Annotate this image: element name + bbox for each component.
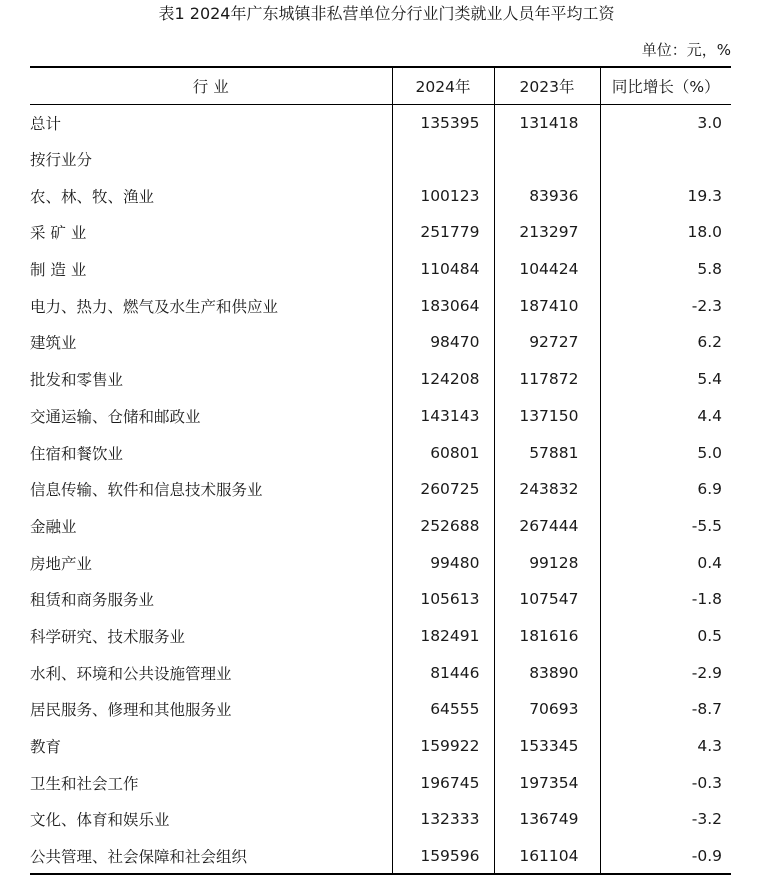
value-2024-cell: 64555 [392,691,494,728]
industry-cell: 文化、体育和娱乐业 [30,811,170,830]
value-2024-cell: 196745 [392,764,494,801]
table-row [30,104,731,141]
growth-cell: 6.2 [600,324,731,361]
industry-cell: 批发和零售业 [30,371,124,390]
table-row [30,471,731,508]
value-2024-cell: 183064 [392,287,494,324]
table-row [30,398,731,435]
value-2023-cell: 99128 [494,544,600,581]
value-2023-cell: 57881 [494,434,600,471]
industry-cell: 房地产业 [30,554,93,573]
value-2023-cell: 104424 [494,251,600,288]
table-row [30,691,731,728]
growth-cell: -3.2 [600,801,731,838]
table-row [30,361,731,398]
value-2023-cell: 117872 [494,361,600,398]
value-2024-cell: 100123 [392,177,494,214]
value-2023-cell: 107547 [494,581,600,618]
table-row [30,287,731,324]
value-2023-cell: 181616 [494,618,600,655]
growth-cell: -0.3 [600,764,731,801]
table-row [30,324,731,361]
table-row [30,581,731,618]
growth-cell: 0.5 [600,618,731,655]
industry-cell: 租赁和商务服务业 [30,591,155,610]
industry-cell: 电力、热力、燃气及水生产和供应业 [30,297,279,316]
value-2024-cell: 159922 [392,728,494,765]
table-row [30,251,731,288]
table-row [30,434,731,471]
value-2023-cell: 70693 [494,691,600,728]
growth-cell: 18.0 [600,214,731,251]
growth-cell: 0.4 [600,544,731,581]
table-row [30,177,731,214]
value-2024-cell: 159596 [392,838,494,875]
value-2023-cell: 197354 [494,764,600,801]
industry-cell: 信息传输、软件和信息技术服务业 [30,481,263,500]
growth-cell [600,141,731,178]
industry-cell: 居民服务、修理和其他服务业 [30,701,232,720]
industry-cell: 住宿和餐饮业 [30,444,124,463]
value-2024-cell: 182491 [392,618,494,655]
value-2024-cell: 251779 [392,214,494,251]
table-row [30,801,731,838]
header-row [30,67,731,104]
industry-cell: 按行业分 [30,151,93,170]
growth-cell: -8.7 [600,691,731,728]
value-2024-cell: 124208 [392,361,494,398]
value-2024-cell: 81446 [392,654,494,691]
value-2023-cell: 153345 [494,728,600,765]
growth-cell: -2.9 [600,654,731,691]
table-row [30,764,731,801]
growth-cell: -2.3 [600,287,731,324]
value-2023-cell: 131418 [494,104,600,141]
table-row [30,508,731,545]
value-2023-cell: 137150 [494,398,600,435]
industry-cell: 制 造 业 [30,261,87,280]
table-row [30,728,731,765]
industry-cell: 公共管理、社会保障和社会组织 [30,838,392,875]
value-2023-cell: 243832 [494,471,600,508]
industry-cell: 金融业 [30,517,77,536]
industry-cell: 交通运输、仓储和邮政业 [30,407,201,426]
growth-cell: 6.9 [600,471,731,508]
growth-cell: 5.4 [600,361,731,398]
value-2024-cell: 132333 [392,801,494,838]
value-2023-cell [494,141,600,178]
header-growth: 同比增长（%） [600,67,731,104]
value-2023-cell: 83936 [494,177,600,214]
table-row [30,141,731,178]
value-2023-cell: 92727 [494,324,600,361]
value-2024-cell: 98470 [392,324,494,361]
industry-cell: 水利、环境和公共设施管理业 [30,664,232,683]
wage-table [30,66,731,875]
value-2024-cell [392,141,494,178]
value-2024-cell: 135395 [392,104,494,141]
growth-cell: 4.4 [600,398,731,435]
growth-cell: 5.8 [600,251,731,288]
industry-cell: 教育 [30,738,62,757]
table-title: 表1 2024年广东城镇非私营单位分行业门类就业人员年平均工资 [158,4,615,23]
industry-cell: 卫生和社会工作 [30,774,139,793]
value-2024-cell: 60801 [392,434,494,471]
header-2023: 2023年 [494,67,600,104]
growth-cell: -1.8 [600,581,731,618]
value-2023-cell: 213297 [494,214,600,251]
value-2024-cell: 99480 [392,544,494,581]
industry-cell: 采 矿 业 [30,224,87,243]
value-2024-cell: 143143 [392,398,494,435]
industry-cell: 科学研究、技术服务业 [30,627,186,646]
value-2023-cell: 83890 [494,654,600,691]
value-2023-cell: 136749 [494,801,600,838]
growth-cell: 3.0 [600,104,731,141]
industry-cell: 农、林、牧、渔业 [30,187,155,206]
growth-cell: 4.3 [600,728,731,765]
value-2024-cell: 105613 [392,581,494,618]
value-2024-cell: 110484 [392,251,494,288]
value-2023-cell: 267444 [494,508,600,545]
value-2024-cell: 252688 [392,508,494,545]
table-row [30,838,731,875]
growth-cell: -5.5 [600,508,731,545]
industry-cell: 总计 [30,114,62,133]
table-row [30,544,731,581]
growth-cell: -0.9 [600,838,731,875]
value-2024-cell: 260725 [392,471,494,508]
industry-cell: 建筑业 [30,334,77,353]
value-2023-cell: 161104 [494,838,600,875]
table-row [30,654,731,691]
growth-cell: 5.0 [600,434,731,471]
value-2023-cell: 187410 [494,287,600,324]
unit-label: 单位：元，% [641,41,731,59]
table-row [30,618,731,655]
header-industry: 行 业 [30,67,392,104]
growth-cell: 19.3 [600,177,731,214]
header-2024: 2024年 [392,67,494,104]
table-row [30,214,731,251]
